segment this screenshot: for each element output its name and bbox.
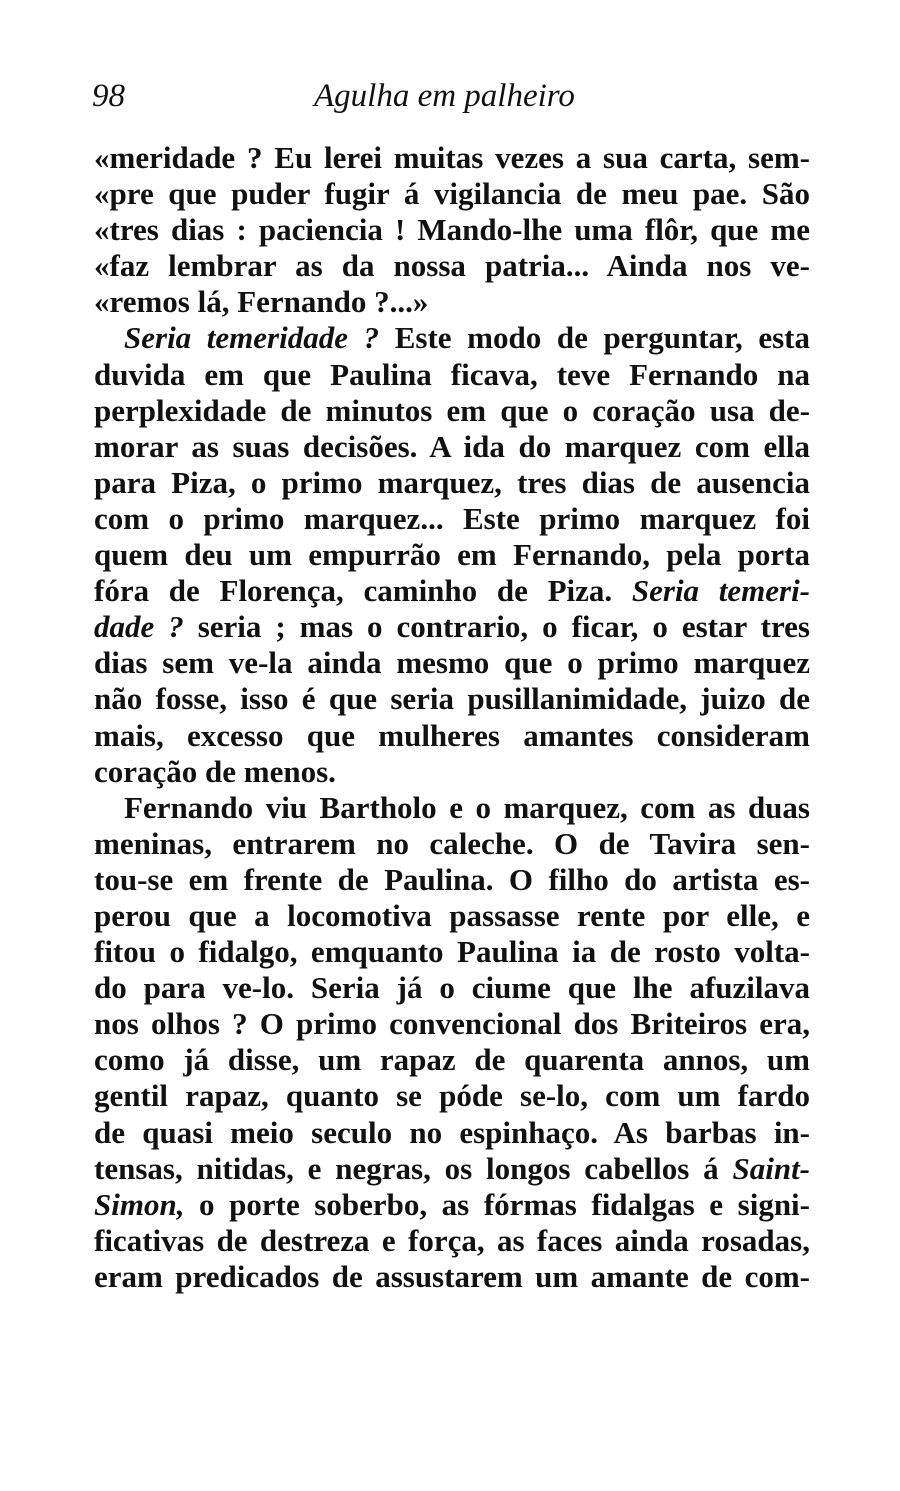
line-text: morar as suas decisões. A ida do marquez com ella [94,428,810,464]
line-text: «meridade ? Eu lerei muitas vezes a sua carta, sem- [94,140,810,175]
line-text: perou que a locomotiva passasse rente por elle, e [94,897,810,933]
line-text: eram predicados de assustarem um amante de com- [94,1258,810,1294]
text-line [94,429,810,465]
text-line [94,1115,810,1151]
text-line [94,212,810,248]
italic-phrase: Seria temeri- [631,573,811,609]
text-line [94,718,810,754]
text-line [94,284,810,320]
line-text: ficativas de destreza e força, as faces ainda rosadas, [94,1222,810,1258]
line-text: tensas, nitidas, e negras, os longos cabellos á [94,1150,733,1186]
text-line [94,1151,810,1187]
line-text: Fernando viu Bartholo e o marquez, com as duas [124,789,810,825]
italic-phrase: Seria temeridade ? [124,320,380,356]
text-line [94,1259,810,1295]
text-line [94,1078,810,1114]
line-text: o porte soberbo, as fórmas fidalgas e signi- [184,1186,810,1222]
line-text: coração de menos. [94,753,336,789]
text-line [94,357,810,393]
text-line [94,1006,810,1042]
text-line [94,1187,810,1223]
text-line [94,320,810,356]
text-line [94,645,810,681]
line-text: Este modo de perguntar, esta [379,320,810,356]
text-line [94,176,810,212]
text-line [94,140,810,176]
text-line [94,1042,810,1078]
text-line [94,754,810,790]
line-text: «tres dias : paciencia ! Mando-lhe uma flôr, que me [94,212,810,248]
line-text: do para ve-lo. Seria já o ciume que lhe afuzilava [94,970,810,1006]
text-line [94,537,810,573]
line-text: gentil rapaz, quanto se póde se-lo, com um fardo [94,1078,810,1114]
text-line [94,970,810,1006]
text-line [94,465,810,501]
line-text: dias sem ve-la ainda mesmo que o primo marquez [94,645,810,681]
italic-phrase: dade ? [94,609,184,645]
italic-phrase: Saint- [732,1150,810,1186]
line-text: com o primo marquez... Este primo marquez foi [94,500,810,536]
line-text: fóra de Florença, caminho de Piza. [94,573,632,609]
text-line [94,501,810,537]
text-line [94,248,810,284]
text-line [94,609,810,645]
italic-phrase: Simon, [94,1186,185,1222]
line-text: «pre que puder fugir á vigilancia de meu pae. São [94,176,810,212]
running-title: Agulha em palheiro [314,78,575,114]
text-line [94,790,810,826]
page-number: 98 [92,78,125,114]
body-text [94,140,810,1295]
line-text: perplexidade de minutos em que o coração usa de- [94,392,810,428]
text-line [94,898,810,934]
line-text: duvida em que Paulina ficava, teve Fernando na [94,356,810,392]
text-line [94,934,810,970]
line-text: de quasi meio seculo no espinhaço. As barbas in- [94,1114,810,1150]
line-text: seria ; mas o contrario, o ficar, o estar tres [183,609,810,645]
text-line [94,393,810,429]
line-text: quem deu um empurrão em Fernando, pela porta [94,537,810,573]
line-text: nos olhos ? O primo convencional dos Briteiros era, [94,1006,810,1042]
page-header [92,78,808,122]
line-text: fitou o fidalgo, emquanto Paulina ia de rosto volta- [94,934,810,970]
line-text: «remos lá, Fernando ?...» [94,284,429,320]
text-line [94,1223,810,1259]
text-line [94,862,810,898]
text-line [94,681,810,717]
line-text: como já disse, um rapaz de quarenta annos, um [94,1042,810,1078]
line-text: para Piza, o primo marquez, tres dias de ausencia [94,464,810,500]
line-text: não fosse, isso é que seria pusillanimidade, juizo de [94,681,810,717]
line-text: mais, excesso que mulheres amantes consideram [94,717,810,753]
text-line [94,573,810,609]
line-text: «faz lembrar as da nossa patria... Ainda nos ve- [94,248,810,284]
line-text: meninas, entrarem no caleche. O de Tavira sen- [94,825,810,861]
line-text: tou-se em frente de Paulina. O filho do artista es- [94,861,810,897]
text-line [94,826,810,862]
